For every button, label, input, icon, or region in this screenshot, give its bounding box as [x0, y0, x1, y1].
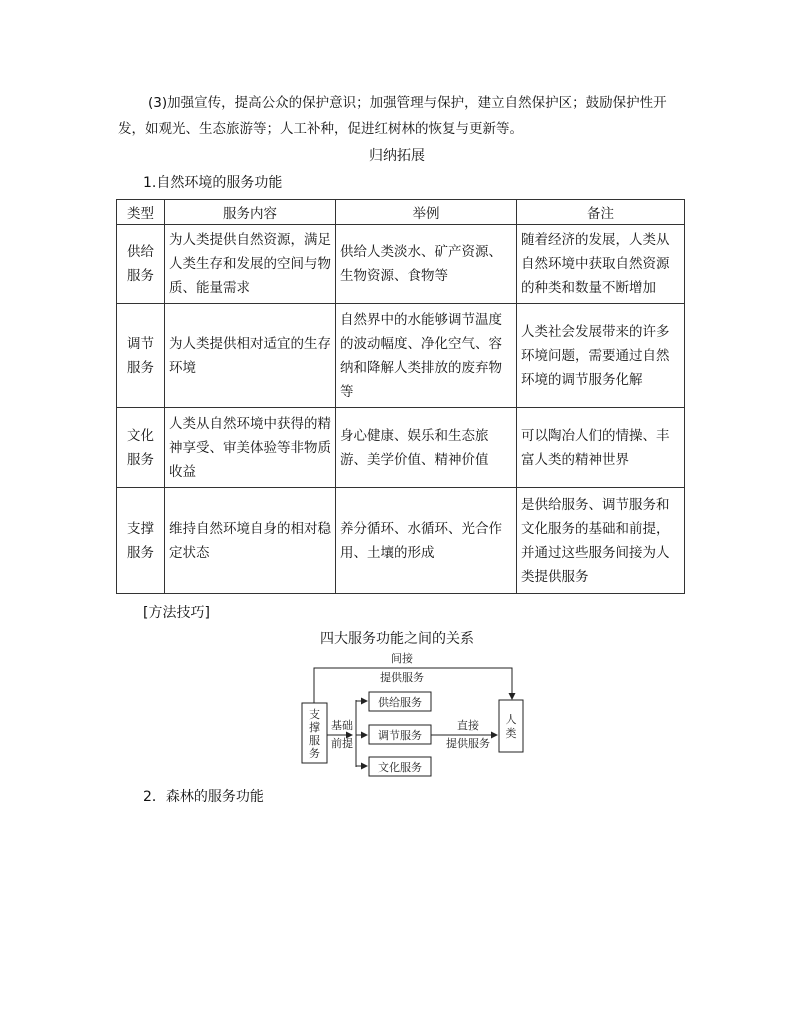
table-row: [117, 488, 685, 594]
cell-note: 可以陶冶人们的情操、丰富人类的精神世界: [517, 408, 685, 488]
cell-example: 自然界中的水能够调节温度的波动幅度、净化空气、容纳和降解人类排放的废弃物等: [336, 304, 517, 408]
header-note: 备注: [517, 200, 685, 225]
support-char: 服: [309, 734, 320, 747]
relationship-diagram: [290, 650, 540, 780]
support-char: 务: [309, 747, 320, 760]
cell-type: 文化服务: [117, 408, 165, 488]
diagram-title: 四大服务功能之间的关系: [320, 631, 474, 647]
cell-type: 供给服务: [117, 225, 165, 304]
header-content: 服务内容: [165, 200, 336, 225]
section-2-heading: 2．森林的服务功能: [143, 789, 264, 805]
intro-paragraph: (3)加强宣传，提高公众的保护意识；加强管理与保护，建立自然保护区；鼓励保护性开发，如观光、生态旅游等；人工补种，促进红树林的恢复与更新等。: [118, 95, 667, 137]
table-row: [117, 304, 685, 408]
cell-content: 人类从自然环境中获得的精神享受、审美体验等非物质收益: [165, 408, 336, 488]
cell-example: 身心健康、娱乐和生态旅游、美学价值、精神价值: [336, 408, 517, 488]
cell-content: 为人类提供相对适宜的生存环境: [165, 304, 336, 408]
cell-note: 人类社会发展带来的许多环境问题，需要通过自然环境的调节服务化解: [517, 304, 685, 408]
section-1-heading: 1.自然环境的服务功能: [143, 175, 283, 191]
cell-note: 是供给服务、调节服务和文化服务的基础和前提，并通过这些服务间接为人类提供服务: [517, 488, 685, 594]
service-table: [116, 199, 685, 594]
supply-service-label: 供给服务: [378, 696, 422, 709]
header-type: 类型: [117, 200, 165, 225]
cell-content: 为人类提供自然资源，满足人类生存和发展的空间与物质、能量需求: [165, 225, 336, 304]
table-header-row: [117, 200, 685, 225]
label-provide-service-top: 提供服务: [380, 671, 424, 684]
cell-example: 供给人类淡水、矿产资源、生物资源、食物等: [336, 225, 517, 304]
section-title: 归纳拓展: [369, 148, 425, 164]
label-provide-service-direct: 提供服务: [446, 737, 490, 750]
header-example: 举例: [336, 200, 517, 225]
method-label: [方法技巧]: [143, 605, 210, 621]
cell-type: 支撑服务: [117, 488, 165, 594]
table-row: [117, 225, 685, 304]
support-char: 支: [309, 708, 320, 721]
cell-content: 维持自然环境自身的相对稳定状态: [165, 488, 336, 594]
cell-note: 随着经济的发展，人类从自然环境中获取自然资源的种类和数量不断增加: [517, 225, 685, 304]
human-char: 人: [505, 713, 517, 726]
cell-type: 调节服务: [117, 304, 165, 408]
label-indirect: 间接: [391, 652, 413, 665]
label-premise: 前提: [331, 737, 353, 750]
human-box: [499, 700, 523, 752]
regulate-service-label: 调节服务: [378, 729, 422, 742]
human-char: 类: [505, 727, 517, 740]
culture-service-label: 文化服务: [378, 761, 422, 774]
support-char: 撑: [309, 721, 320, 734]
label-basis: 基础: [331, 719, 353, 732]
cell-example: 养分循环、水循环、光合作用、土壤的形成: [336, 488, 517, 594]
table-row: [117, 408, 685, 488]
label-direct: 直接: [457, 719, 479, 732]
